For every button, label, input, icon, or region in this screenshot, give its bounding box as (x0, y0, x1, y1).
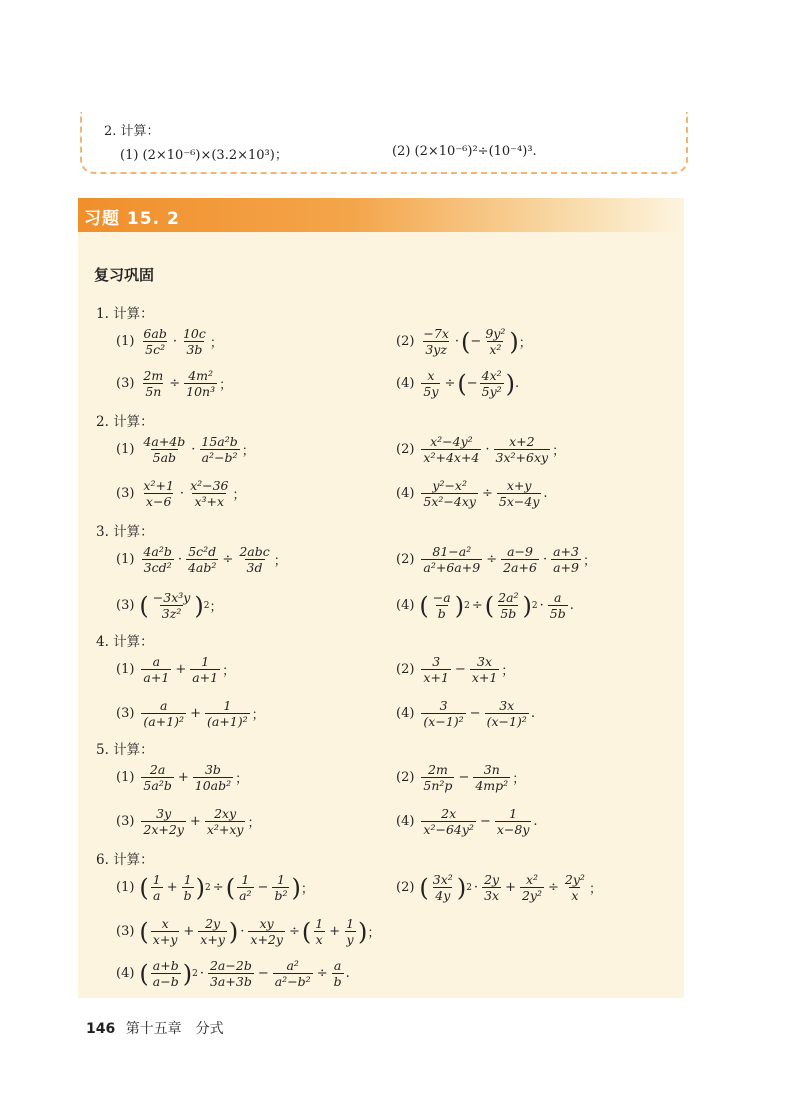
question-4-label: 4. 计算： (96, 634, 154, 650)
q3-item-3: (3) ( $\frac{\text{−3x³y}}{\text{3z²}}$ ) 2 ； (116, 590, 223, 621)
question-3-label: 3. 计算： (96, 524, 154, 540)
question-5-label: 5. 计算： (96, 742, 154, 758)
q1-item-1: (1) $\frac{6ab}{\text{5c²}}$ · $\frac{10c}{3b}$ ； (116, 326, 223, 357)
q3-item-4: (4) ( $\frac{-a}{b}$ ) 2 ÷ ( $\frac{\text{2a²}}{5b}$ ) 2 · $\frac{a}{5b}$ . (396, 590, 574, 621)
q5-item-1: (1) $\frac{2a}{\text{5a²b}}$ + $\frac{3b}{\text{10ab²}}$ ； (116, 762, 249, 793)
q6-item-2: (2) ( $\frac{\text{3x²}}{4y}$ ) 2 · $\frac{2y}{3x}$ + $\frac{\text{x²}}{\text{2y²}}$ ÷ $\frac{\text{2y²}}{x}$ ； (396, 872, 602, 903)
practice-q2-label: 2. 计算： (104, 124, 160, 139)
q6-item-4: (4) ( $\frac{a+b}{a-b}$ ) 2 · $\frac{2a-2b}{3a+3b}$ − $\frac{\text{a²}}{\text{a²−b²}}$ ÷ $\frac{a}{b}$ . (116, 958, 350, 989)
q4-item-4: (4) $\frac{3}{\text{(x−1)²}}$ − $\frac{3x}{\text{(x−1)²}}$ . (396, 698, 535, 729)
q2-item-2: (2) $\frac{\text{x²−4y²}}{\text{x²+4x+4}}$ · $\frac{x+2}{\text{3x²+6xy}}$ ； (396, 434, 566, 465)
q3-item-1: (1) $\frac{\text{4a²b}}{\text{3cd²}}$ · $\frac{\text{5c²d}}{\text{4ab²}}$ ÷ $\frac{\text{2abc}}{3d}$ ； (116, 544, 287, 575)
practice-q2-part1: (1) (2×10⁻⁶)×(3.2×10³)； (120, 148, 288, 163)
practice-q2-part2: (2) (2×10⁻⁶)²÷(10⁻⁴)³. (392, 144, 537, 159)
chapter-title: 第十五章 分式 (125, 1021, 224, 1037)
practice-box (80, 112, 688, 174)
q4-item-3: (3) $\frac{a}{\text{(a+1)²}}$ + $\frac{1}{\text{(a+1)²}}$ ； (116, 698, 265, 729)
q3-item-2: (2) $\frac{\text{81−a²}}{\text{a²+6a+9}}$ ÷ $\frac{a-9}{2a+6}$ · $\frac{a+3}{a+9}$ ； (396, 544, 596, 575)
q1-item-2: (2) $\frac{-7x}{3yz}$ · ( − $\frac{\text{9y²}}{\text{x²}}$ ) ； (396, 326, 532, 357)
section-title: 复习巩固 (94, 266, 155, 284)
q6-item-3: (3) ( $\frac{x}{x+y}$ + $\frac{2y}{x+y}$ ) · $\frac{xy}{x+2y}$ ÷ ( $\frac{1}{x}$ + $\frac{1}{y}$ ) ； (116, 916, 381, 947)
q4-item-1: (1) $\frac{a}{a+1}$ + $\frac{1}{a+1}$ ； (116, 654, 236, 685)
q4-item-2: (2) $\frac{3}{x+1}$ − $\frac{3x}{x+1}$ ； (396, 654, 515, 685)
exercise-banner (78, 198, 684, 232)
q6-item-1: (1) ( $\frac{1}{a}$ + $\frac{1}{b}$ ) 2 ÷ ( $\frac{1}{\text{a²}}$ − $\frac{1}{\text{b²}}$ ) ； (116, 872, 314, 903)
q5-item-3: (3) $\frac{3y}{2x+2y}$ + $\frac{2xy}{\text{x²+xy}}$ ； (116, 806, 261, 837)
exercise-title: 习题 15. 2 (84, 209, 180, 229)
page-footer (86, 1018, 224, 1038)
question-6-label: 6. 计算： (96, 852, 154, 868)
question-1-label: 1. 计算： (96, 306, 154, 322)
q1-item-4: (4) $\frac{x}{5y}$ ÷ ( − $\frac{\text{4x²}}{\text{5y²}}$ ) . (396, 368, 520, 399)
q2-item-4: (4) $\frac{\text{y²−x²}}{\text{5x²−4xy}}$ ÷ $\frac{x+y}{5x-4y}$ . (396, 478, 548, 509)
q5-item-4: (4) $\frac{2x}{\text{x²−64y²}}$ − $\frac{1}{x-8y}$ . (396, 806, 538, 837)
q2-item-3: (3) $\frac{\text{x²+1}}{x-6}$ · $\frac{\text{x²−36}}{\text{x³+x}}$ ； (116, 478, 246, 509)
q2-item-1: (1) $\frac{4a+4b}{5ab}$ · $\frac{\text{15a²b}}{\text{a²−b²}}$ ； (116, 434, 255, 465)
question-2-label: 2. 计算： (96, 414, 154, 430)
q1-item-3: (3) $\frac{2m}{5n}$ ÷ $\frac{\text{4m²}}{\text{10n³}}$ ； (116, 368, 233, 399)
q5-item-2: (2) $\frac{2m}{\text{5n²p}}$ − $\frac{3n}{\text{4mp²}}$ ； (396, 762, 526, 793)
page-number: 146 (86, 1021, 116, 1037)
exercise-panel (78, 198, 684, 998)
